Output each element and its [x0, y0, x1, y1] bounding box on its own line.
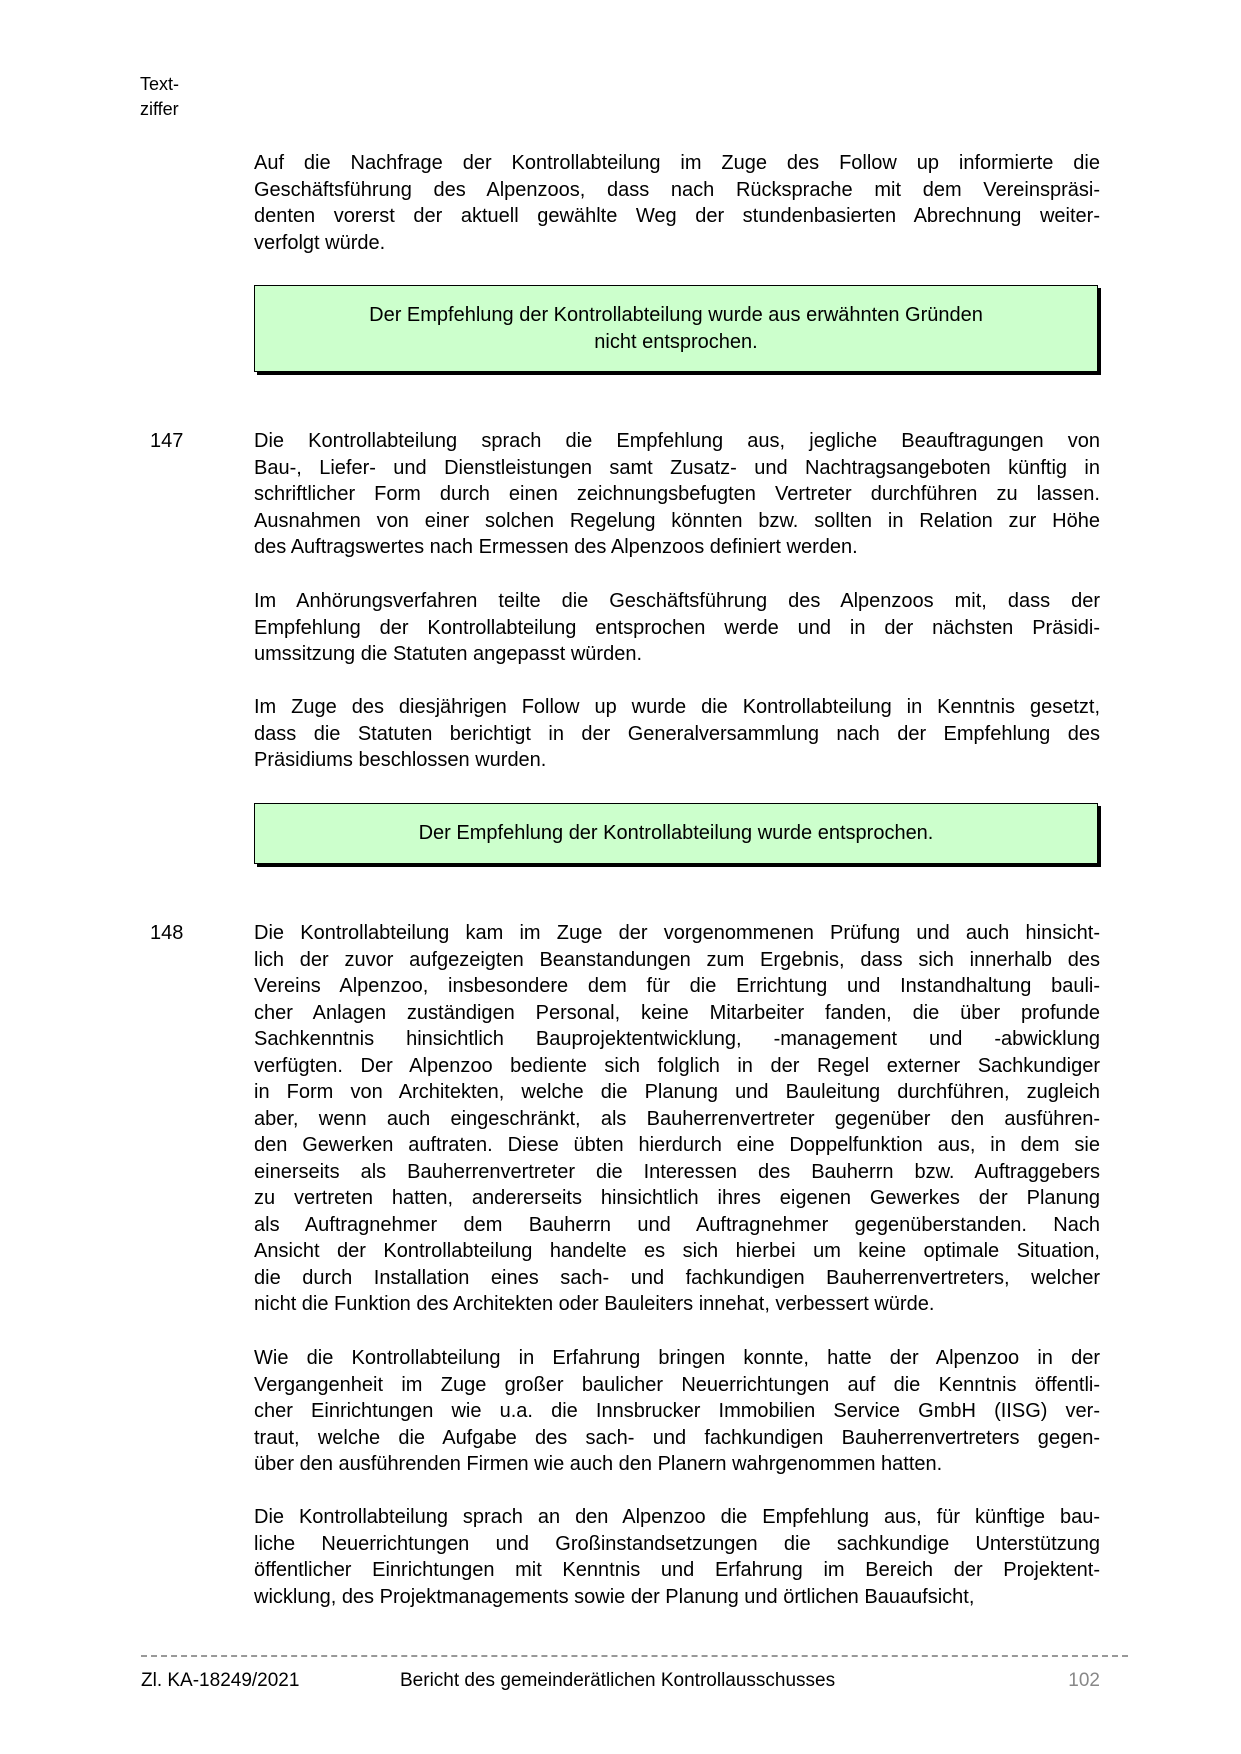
text-line: zu vertreten hatten, andererseits hinsichtlich ihres eigenen Gewerkes der Planung [254, 1187, 1100, 1209]
paragraph-148-2 [254, 1345, 1100, 1478]
result-box-line: Der Empfehlung der Kontrollabteilung wurde entsprochen. [418, 822, 934, 845]
margin-label [140, 72, 179, 122]
text-line: einerseits als Bauherrenvertreter die Interessen des Bauherrn bzw. Auftraggebers [254, 1160, 1100, 1183]
text-line: Die Kontrollabteilung sprach an den Alpenzoo die Empfehlung aus, für künftige bau- [254, 1506, 1100, 1528]
result-box-line: Der Empfehlung der Kontrollabteilung wurde aus erwähnten Gründen [369, 304, 983, 326]
text-line: Die Kontrollabteilung sprach die Empfehlung aus, jegliche Beauftragungen von [254, 430, 1100, 452]
text-line: Geschäftsführung des Alpenzoos, dass nach Rücksprache mit dem Vereinspräsi- [254, 178, 1100, 201]
section-number-148: 148 [150, 922, 184, 944]
result-box-not-implemented [254, 285, 1098, 372]
text-line: Sachkenntnis hinsichtlich Bauprojektentwicklung, -management und -abwicklung [254, 1028, 1100, 1050]
text-line: wicklung, des Projektmanagements sowie der Planung und örtlichen Bauaufsicht, [254, 1585, 975, 1608]
text-line: verfolgt würde. [254, 231, 386, 254]
margin-label-line: Text- [140, 74, 180, 94]
text-line: Empfehlung der Kontrollabteilung entsprochen werde und in der nächsten Präsidi- [254, 616, 1100, 639]
margin-label-line: ziffer [140, 99, 179, 119]
page-number: 102 [1068, 1670, 1100, 1691]
text-line: Ausnahmen von einer solchen Regelung könnten bzw. sollten in Relation zur Höhe [254, 509, 1100, 532]
text-line: liche Neuerrichtungen und Großinstandsetzungen die sachkundige Unterstützung [254, 1532, 1100, 1555]
text-line: Vergangenheit im Zuge großer baulicher Neuerrichtungen auf die Kenntnis öffentli- [254, 1373, 1100, 1396]
footer-title: Bericht des gemeinderätlichen Kontrollausschusses [400, 1670, 836, 1691]
text-line: aber, wenn auch eingeschränkt, als Bauherrenvertreter gegenüber den ausführen- [254, 1107, 1100, 1130]
text-line: denten vorerst der aktuell gewählte Weg der stundenbasierten Abrechnung weiter- [254, 205, 1100, 227]
text-line: des Auftragswertes nach Ermessen des Alpenzoos definiert werden. [254, 536, 858, 558]
text-line: umssitzung die Statuten angepasst würden. [254, 643, 643, 665]
result-box-line: nicht entsprochen. [594, 330, 758, 353]
text-line: Im Anhörungsverfahren teilte die Geschäftsführung des Alpenzoos mit, dass der [254, 590, 1100, 612]
text-line: lich der zuvor aufgezeigten Beanstandungen zum Ergebnis, dass sich innerhalb des [254, 948, 1100, 971]
paragraph-147-1 [254, 428, 1100, 561]
text-line: Im Zuge des diesjährigen Follow up wurde die Kontrollabteilung in Kenntnis gesetzt, [254, 696, 1100, 718]
paragraph-147-2 [254, 588, 1100, 668]
footer-divider [141, 1655, 1128, 1657]
text-line: Ansicht der Kontrollabteilung handelte es sich hierbei um keine optimale Situation, [254, 1240, 1100, 1262]
text-line: schriftlicher Form durch einen zeichnungsbefugten Vertreter durchführen zu lassen. [254, 483, 1100, 505]
paragraph-148-3 [254, 1504, 1100, 1610]
text-line: Bau-, Liefer- und Dienstleistungen samt Zusatz- und Nachtragsangeboten künftig in [254, 456, 1100, 479]
text-line: nicht die Funktion des Architekten oder Bauleiters innehat, verbessert würde. [254, 1293, 935, 1315]
paragraph-147-3 [254, 694, 1100, 774]
text-line: in Form von Architekten, welche die Planung und Bauleitung durchführen, zugleich [254, 1081, 1100, 1103]
text-line: Wie die Kontrollabteilung in Erfahrung bringen konnte, hatte der Alpenzoo in der [254, 1347, 1100, 1369]
text-line: cher Anlagen zuständigen Personal, keine Mitarbeiter fanden, die über profunde [254, 1001, 1100, 1024]
text-line: Vereins Alpenzoo, insbesondere dem für die Errichtung und Instandhaltung bauli- [254, 975, 1100, 997]
text-line: cher Einrichtungen wie u.a. die Innsbrucker Immobilien Service GmbH (IISG) ver- [254, 1400, 1100, 1422]
text-line: über den ausführenden Firmen wie auch den Planern wahrgenommen hatten. [254, 1453, 943, 1475]
text-line: als Auftragnehmer dem Bauherrn und Auftragnehmer gegenüberstanden. Nach [254, 1213, 1100, 1236]
result-box-implemented [254, 803, 1098, 864]
text-line: verfügten. Der Alpenzoo bediente sich folglich in der Regel externer Sachkundiger [254, 1054, 1100, 1077]
text-line: Auf die Nachfrage der Kontrollabteilung im Zuge des Follow up informierte die [254, 152, 1100, 174]
text-line: Präsidiums beschlossen wurden. [254, 749, 547, 771]
paragraph-148-1 [254, 920, 1100, 1318]
text-line: öffentlicher Einrichtungen mit Kenntnis und Erfahrung im Bereich der Projektent- [254, 1559, 1100, 1581]
text-line: den Gewerken auftraten. Diese übten hierdurch eine Doppelfunktion aus, in dem sie [254, 1134, 1100, 1156]
text-line: dass die Statuten berichtigt in der Generalversammlung nach der Empfehlung des [254, 722, 1100, 745]
text-line: die durch Installation eines sach- und fachkundigen Bauherrenvertreters, welcher [254, 1266, 1100, 1289]
text-line: traut, welche die Aufgabe des sach- und fachkundigen Bauherrenvertreters gegen- [254, 1426, 1100, 1449]
text-line: Die Kontrollabteilung kam im Zuge der vorgenommenen Prüfung und auch hinsicht- [254, 922, 1100, 944]
footer-reference: Zl. KA-18249/2021 [141, 1670, 300, 1691]
intro-paragraph [254, 150, 1100, 256]
section-number-147: 147 [150, 430, 184, 452]
